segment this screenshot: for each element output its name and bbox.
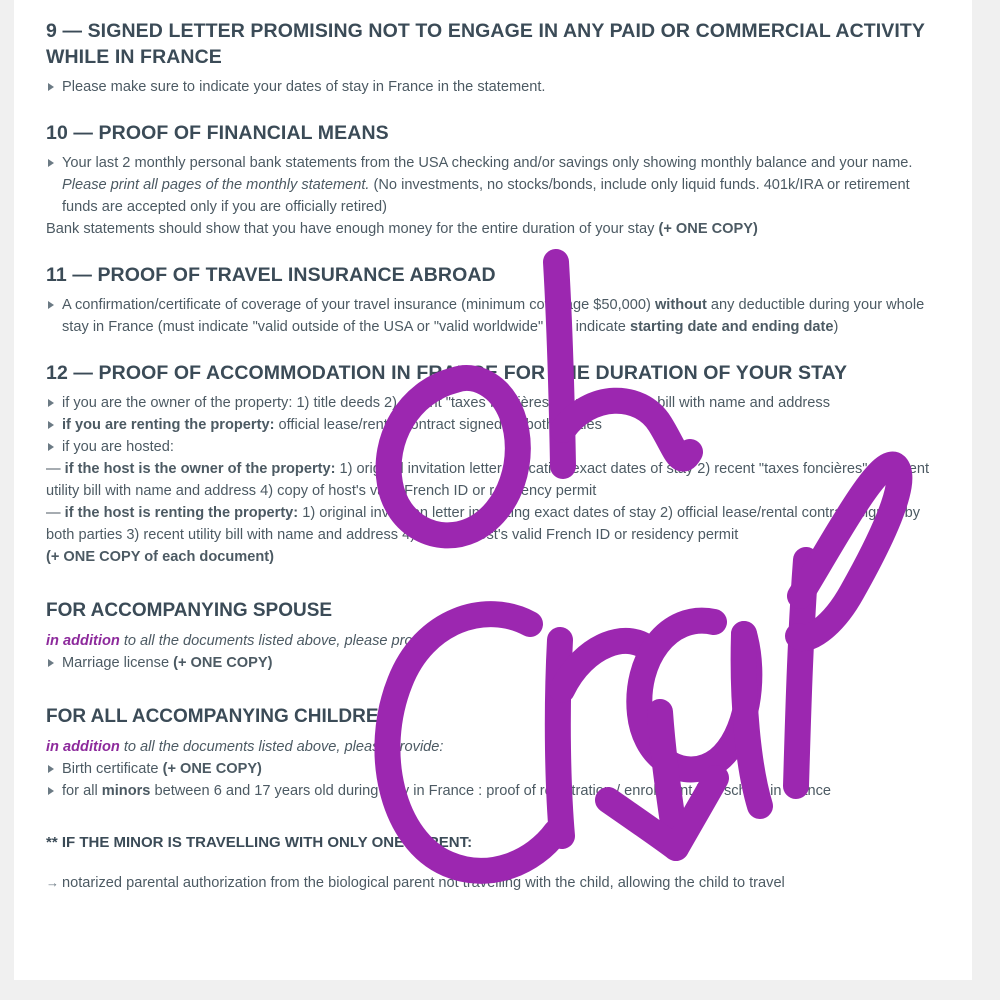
spouse-item-0: Marriage license (+ ONE COPY)	[46, 652, 942, 674]
section-9-item-0-text: Please make sure to indicate your dates of stay in France in the statement.	[62, 79, 546, 95]
document-sheet	[14, 0, 972, 980]
section-11-item-0: A confirmation/certificate of coverage of your travel insurance (minimum coverage $50,000) without any deductible during your whole stay in France (must indicate "valid outside of the USA or "valid worldwide" and indicate starting date and ending date)	[46, 294, 942, 338]
document-content	[46, 18, 942, 894]
children-block-intro	[46, 736, 942, 758]
children-intro-rest: to all the documents listed above, please provide:	[119, 739, 444, 755]
section-9-item-0	[46, 76, 942, 98]
section-12-item-0: if you are the owner of the property: 1) title deeds 2) recent "taxes foncières" 3) recent utility bill with name and address	[46, 392, 942, 414]
section-heading-12: 12 — PROOF OF ACCOMMODATION IN FRANCE FOR THE DURATION OF YOUR STAY	[46, 362, 848, 384]
spouse-intro-rest: to all the documents listed above, please provide:	[119, 633, 444, 649]
children-intro-emphasis: in addition	[46, 739, 120, 755]
section-12-item-1: if you are renting the property: official lease/rental contract signed by both parties	[46, 414, 942, 436]
section-heading-9: 9 — SIGNED LETTER PROMISING NOT TO ENGAGE IN ANY PAID OR COMMERCIAL ACTIVITY WHILE IN FRANCE	[46, 20, 925, 68]
section-heading-10: 10 — PROOF OF FINANCIAL MEANS	[46, 122, 389, 144]
section-10-item-0: Your last 2 monthly personal bank statements from the USA checking and/or savings only showing monthly balance and your name. Please print all pages of the monthly statement. (No investments, no stocks/bonds, include only liquid funds. 401k/IRA or retirement funds are accepted only if you are officially retired)	[46, 152, 942, 218]
spouse-block-heading: FOR ACCOMPANYING SPOUSE	[46, 600, 333, 621]
section-12-item-4: — if the host is renting the property: 1) original invitation letter indicating exact dates of stay 2) official lease/rental contract signed by both parties 3) recent utility bill with name and address 4) copy of host's valid French ID or residency permit	[46, 505, 921, 543]
page-bottom-strip	[0, 984, 1000, 1000]
children-block-heading: FOR ALL ACCOMPANYING CHILDREN	[46, 706, 393, 727]
minor-note-item-0: → notarized parental authorization from the biological parent not travelling with the child, allowing the child to travel	[46, 872, 942, 894]
section-10-item-1: Bank statements should show that you have enough money for the entire duration of your stay (+ ONE COPY)	[46, 221, 758, 237]
spouse-intro-emphasis: in addition	[46, 633, 120, 649]
section-12-item-5: (+ ONE COPY of each document)	[46, 549, 274, 565]
section-12-item-2: if you are hosted:	[46, 436, 942, 458]
children-item-0: Birth certificate (+ ONE COPY)	[46, 758, 942, 780]
section-heading-11: 11 — PROOF OF TRAVEL INSURANCE ABROAD	[46, 264, 496, 286]
section-12-item-3: — if the host is the owner of the property: 1) original invitation letter indicating exact dates of stay 2) recent "taxes foncières" 3) recent utility bill with name and address 4) copy of host's valid French ID or residency permit	[46, 461, 930, 499]
minor-note-heading: ** IF THE MINOR IS TRAVELLING WITH ONLY ONE PARENT:	[46, 834, 473, 851]
spouse-block-intro	[46, 630, 942, 652]
children-item-1: for all minors between 6 and 17 years old during stay in France : proof of registration / enrollment in a school in France	[46, 780, 942, 802]
